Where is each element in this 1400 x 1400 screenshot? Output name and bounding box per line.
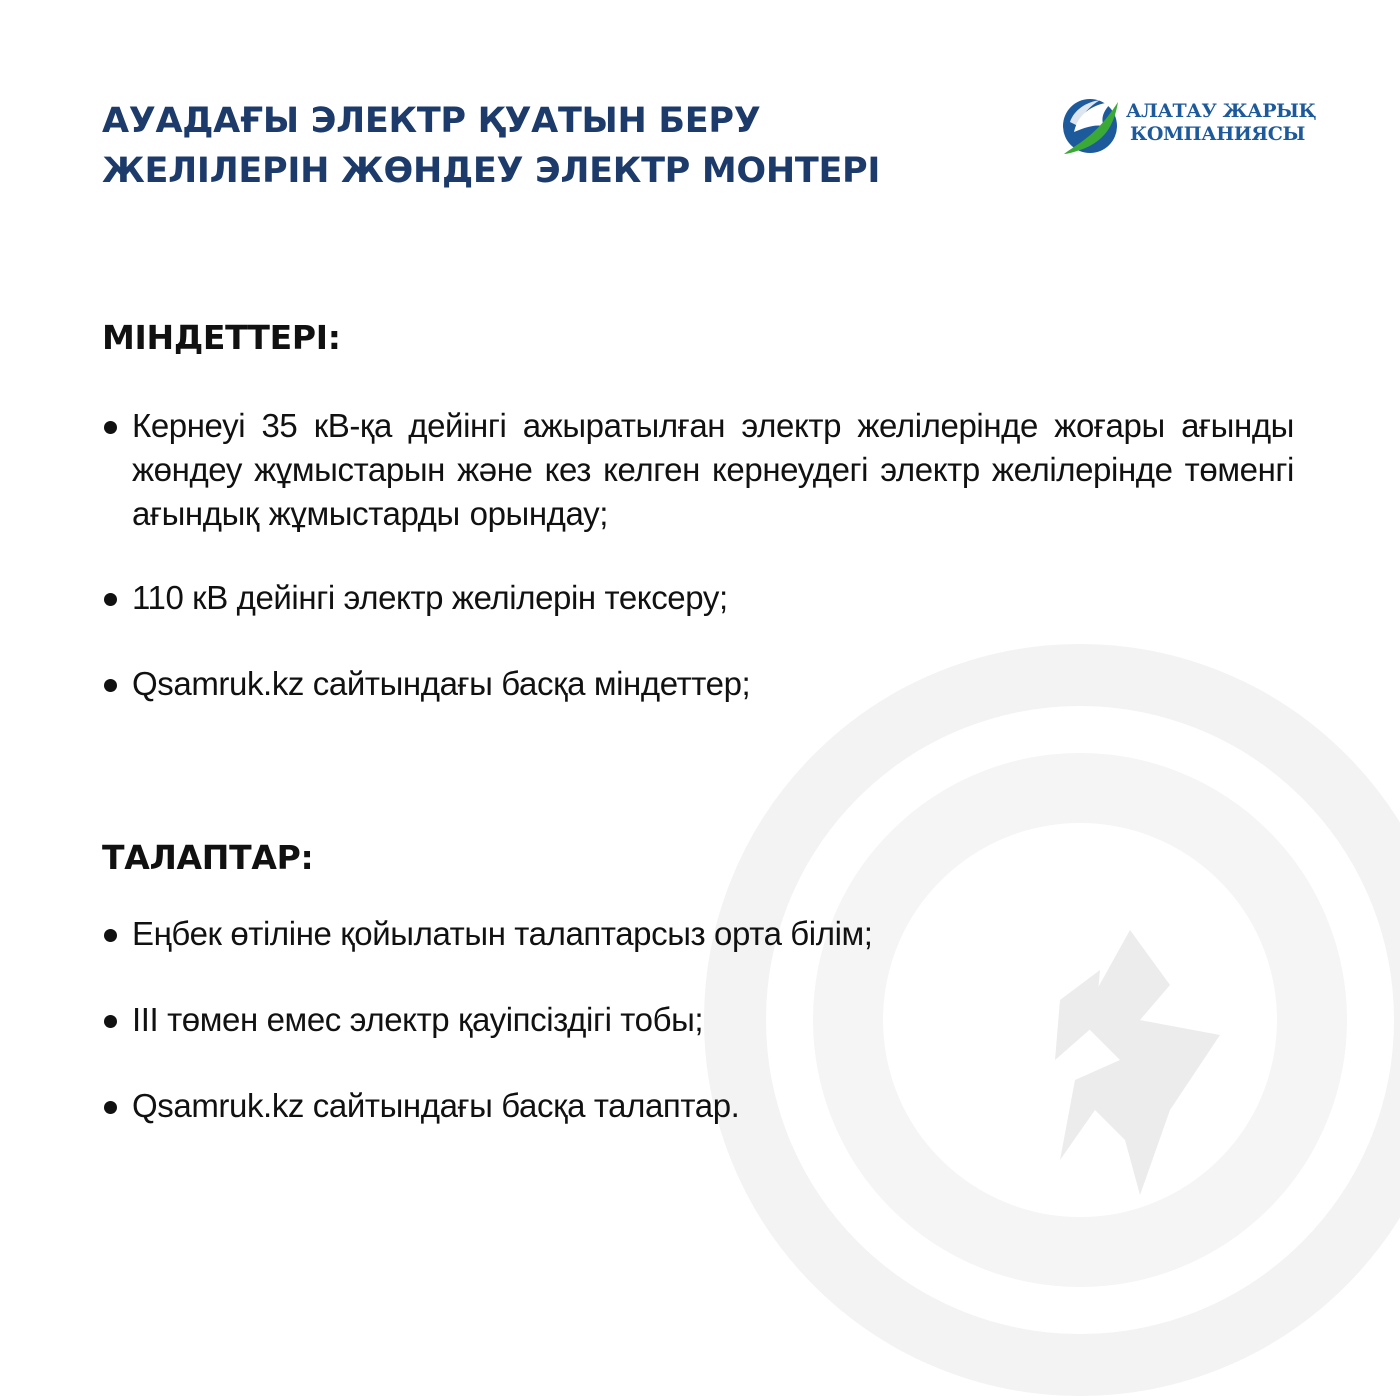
page-title (102, 96, 880, 196)
duty-text: Qsamruk.kz сайтындағы басқа міндеттер; (132, 665, 751, 702)
logo-line-2: КОМПАНИЯСЫ (1130, 123, 1305, 145)
requirement-text: Еңбек өтіліне қойылатын талаптарсыз орта білім; (132, 915, 873, 952)
bullet-icon (104, 1015, 117, 1028)
company-logo-icon (1060, 92, 1122, 158)
company-logo (1060, 92, 1317, 160)
bullet-icon (104, 593, 117, 606)
list-item (102, 1084, 1294, 1128)
duties-heading: МІНДЕТТЕРІ: (102, 318, 341, 357)
bullet-icon (104, 421, 117, 434)
list-item (102, 576, 1294, 620)
duty-text: 110 кВ дейінгі электр желілерін тексеру; (132, 579, 728, 616)
requirements-heading: ТАЛАПТАР: (102, 838, 314, 877)
company-logo-text (1126, 100, 1316, 146)
watermark-emblem-icon (1055, 930, 1220, 1195)
requirement-text: ІІІ төмен емес электр қауіпсіздігі тобы; (132, 1001, 704, 1038)
list-item (102, 998, 1294, 1042)
title-line-2: ЖЕЛІЛЕРІН ЖӨНДЕУ ЭЛЕКТР МОНТЕРІ (102, 151, 881, 191)
logo-line-1: АЛАТАУ ЖАРЫҚ (1126, 100, 1317, 122)
title-line-1: АУАДАҒЫ ЭЛЕКТР ҚУАТЫН БЕРУ (102, 101, 761, 141)
bullet-icon (104, 1101, 117, 1114)
bullet-icon (104, 929, 117, 942)
duty-text: Кернеуі 35 кВ-қа дейінгі ажыратылған электр желілерінде жоғары ағынды жөндеу жұмыстарын және кез келген кернеудегі электр желілерінде төменгі ағындық жұмыстарды орындау; (132, 407, 1294, 532)
requirement-text: Qsamruk.kz сайтындағы басқа талаптар. (132, 1087, 740, 1124)
list-item (102, 404, 1294, 536)
list-item (102, 662, 1294, 706)
bullet-icon (104, 679, 117, 692)
list-item (102, 912, 1294, 956)
